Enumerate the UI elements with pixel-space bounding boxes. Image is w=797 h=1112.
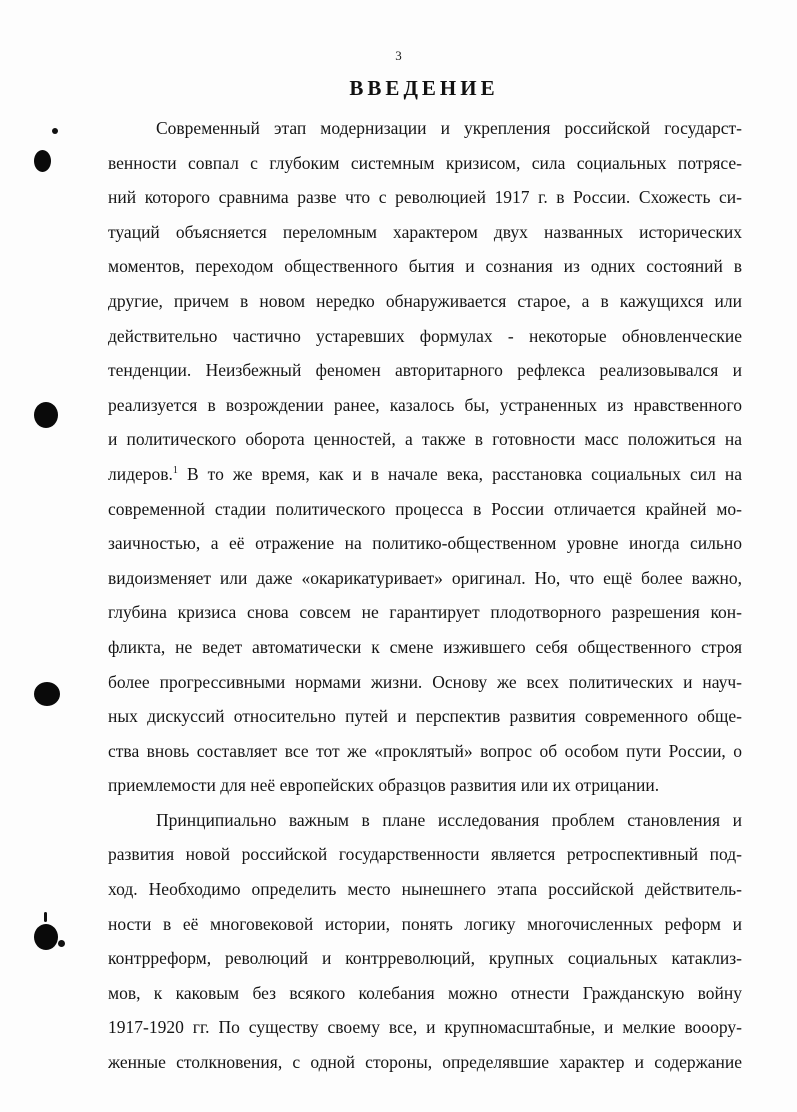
text-line: ных дискуссий относительно путей и перспектив развития современного обще- [108, 706, 742, 727]
text-line: другие, причем в новом нередко обнаруживается старое, а в кажущихся или [108, 290, 742, 311]
text-line: ства вновь составляет все тот же «проклятый» вопрос об особом пути России, о [108, 740, 742, 761]
text-line: тенденции. Неизбежный феномен авторитарного рефлекса реализовывался и [108, 360, 742, 381]
text-line: приемлемости для неё европейских образцов развития или их отрицании. [108, 775, 660, 796]
footnote-marker: 1 [172, 465, 178, 477]
text-line: ход. Необходимо определить место нынешнего этапа российской действитель- [108, 879, 742, 900]
text-line: мов, к каковым без всякого колебания можно отнести Гражданскую войну [108, 982, 742, 1003]
page-number: 3 [395, 48, 402, 63]
text-line: современной стадии политического процесса в России отличается крайней мо- [108, 498, 742, 519]
scan-speck [52, 128, 58, 134]
text-line: действительно частично устаревших формулах - некоторые обновленческие [108, 325, 742, 346]
scan-speck [58, 940, 65, 947]
text-fragment: лидеров. [108, 463, 173, 484]
text-line: Современный этап модернизации и укрепления российской государст- [156, 118, 742, 138]
text-line: венности совпал с глубоким системным кризисом, сила социальных потрясе- [108, 152, 742, 173]
text-line: ности в её многовековой истории, понять логику многочисленных реформ и [108, 913, 742, 934]
text-line: и политического оборота ценностей, а также в готовности масс положиться на [108, 429, 742, 450]
binding-hole [34, 682, 60, 706]
text-line: реализуется в возрождении ранее, казалось бы, устраненных из нравственного [108, 394, 742, 415]
text-line: моментов, переходом общественного бытия и сознания из одних состояний в [108, 256, 742, 277]
text-line: туаций объясняется переломным характером двух названных исторических [108, 221, 742, 242]
text-line: фликта, не ведет автоматически к смене изжившего себя общественного строя [108, 636, 742, 657]
section-heading: ВВЕДЕНИЕ [349, 76, 499, 100]
text-line: заичностью, а её отражение на политико-общественном уровне иногда сильно [108, 533, 742, 554]
text-line: женные столкновения, с одной стороны, определявшие характер и содержание [108, 1052, 742, 1073]
scan-speck [44, 912, 47, 922]
text-line: более прогрессивными нормами жизни. Основу же всех политических и науч- [108, 671, 742, 692]
text-line: ний которого сравнима разве что с революцией 1917 г. в России. Схожесть си- [108, 187, 742, 208]
text-line: Принципиально важным в плане исследования проблем становления и [156, 809, 742, 830]
text-line: глубина кризиса снова совсем не гарантирует плодотворного разрешения кон- [108, 602, 742, 623]
binding-hole [34, 924, 58, 950]
binding-hole [34, 150, 51, 172]
text-line: 1917-1920 гг. По существу своему все, и крупномасштабные, и мелкие вооору- [108, 1017, 742, 1038]
binding-hole [34, 402, 58, 428]
text-fragment: В то же время, как и в начале века, расстановка социальных сил на [177, 463, 742, 484]
body-text [108, 111, 742, 1080]
text-line: развития новой российской государственности является ретроспективный под- [108, 844, 742, 865]
text-line-with-footnote [108, 457, 742, 492]
text-line: контрреформ, революций и контрреволюций, крупных социальных катаклиз- [108, 948, 742, 969]
text-line: видоизменяет или даже «окарикатуривает» оригинал. Но, что ещё более важно, [108, 567, 742, 588]
